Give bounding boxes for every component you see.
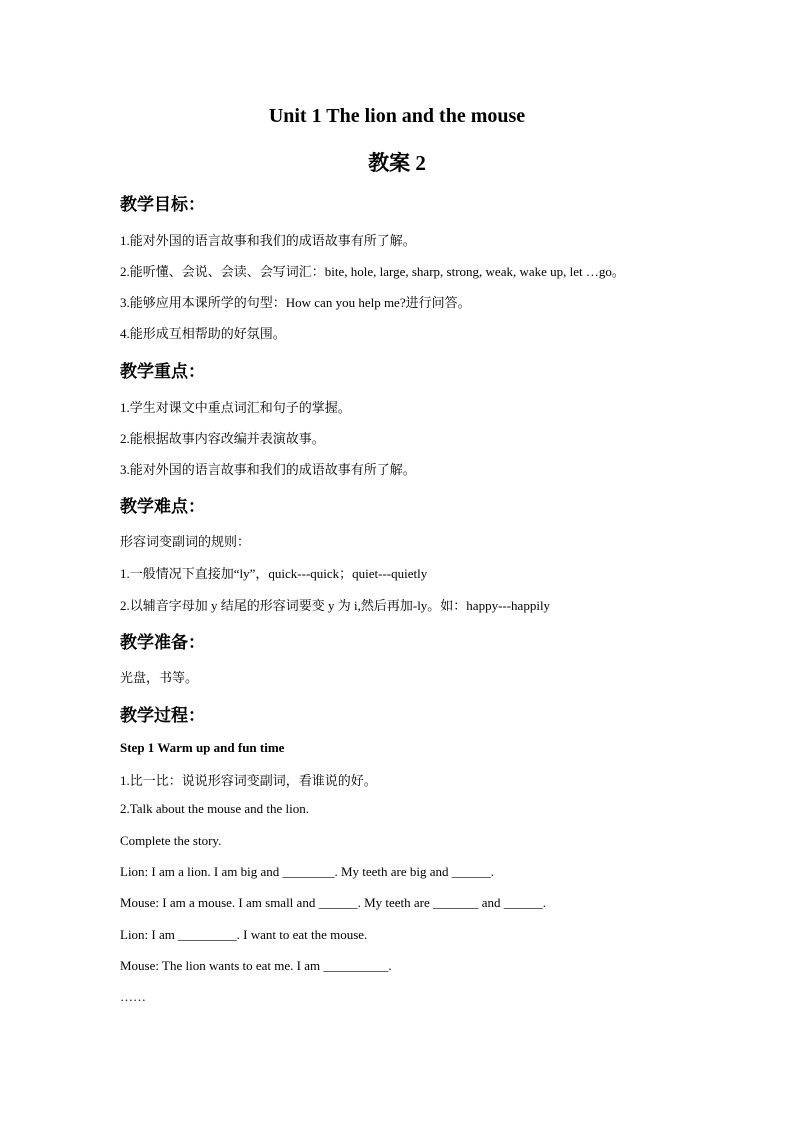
key-point-line: 1.学生对课文中重点词汇和句子的掌握。 [120,400,351,415]
section-heading-difficulties: 教学难点： [120,497,205,517]
dialogue-line: Mouse: The lion wants to eat me. I am __________. [120,958,392,973]
section-heading-key-points: 教学重点： [120,362,205,382]
objective-line: 4.能形成互相帮助的好氛围。 [120,326,286,341]
objective-line: 3.能够应用本课所学的句型：How can you help me?进行问答。 [120,295,471,310]
section-heading-procedure: 教学过程： [120,706,205,726]
procedure-line: Complete the story. [120,833,222,848]
procedure-line: 2.Talk about the mouse and the lion. [120,801,309,816]
ellipsis-line: …… [120,989,146,1004]
difficulty-line: 形容词变副词的规则： [120,534,251,549]
objective-line: 2.能听懂、会说、会读、会写词汇：bite, hole, large, sharp, strong, weak, wake up, let …go。 [120,264,625,279]
dialogue-line: Lion: I am a lion. I am big and ________. My teeth are big and ______. [120,864,495,879]
key-point-line: 2.能根据故事内容改编并表演故事。 [120,431,325,446]
dialogue-line: Lion: I am _________. I want to eat the mouse. [120,927,368,942]
document-title: Unit 1 The lion and the mouse [268,105,526,127]
procedure-line: 1.比一比：说说形容词变副词，看谁说的好。 [120,773,377,788]
difficulty-line: 2.以辅音字母加 y 结尾的形容词要变 y 为 i,然后再加-ly。如：happy---happily [120,598,551,613]
section-heading-preparation: 教学准备： [120,633,205,653]
key-point-line: 3.能对外国的语言故事和我们的成语故事有所了解。 [120,462,416,477]
objective-line: 1.能对外国的语言故事和我们的成语故事有所了解。 [120,233,416,248]
difficulty-line: 1.一般情况下直接加“ly”，quick---quick；quiet---quietly [120,566,428,581]
section-heading-objectives: 教学目标： [120,195,205,215]
dialogue-line: Mouse: I am a mouse. I am small and ______. My teeth are _______ and ______. [120,895,547,910]
document-subtitle: 教案 2 [368,151,426,175]
preparation-line: 光盘，书等。 [120,670,199,685]
step-title: Step 1 Warm up and fun time [120,740,285,755]
